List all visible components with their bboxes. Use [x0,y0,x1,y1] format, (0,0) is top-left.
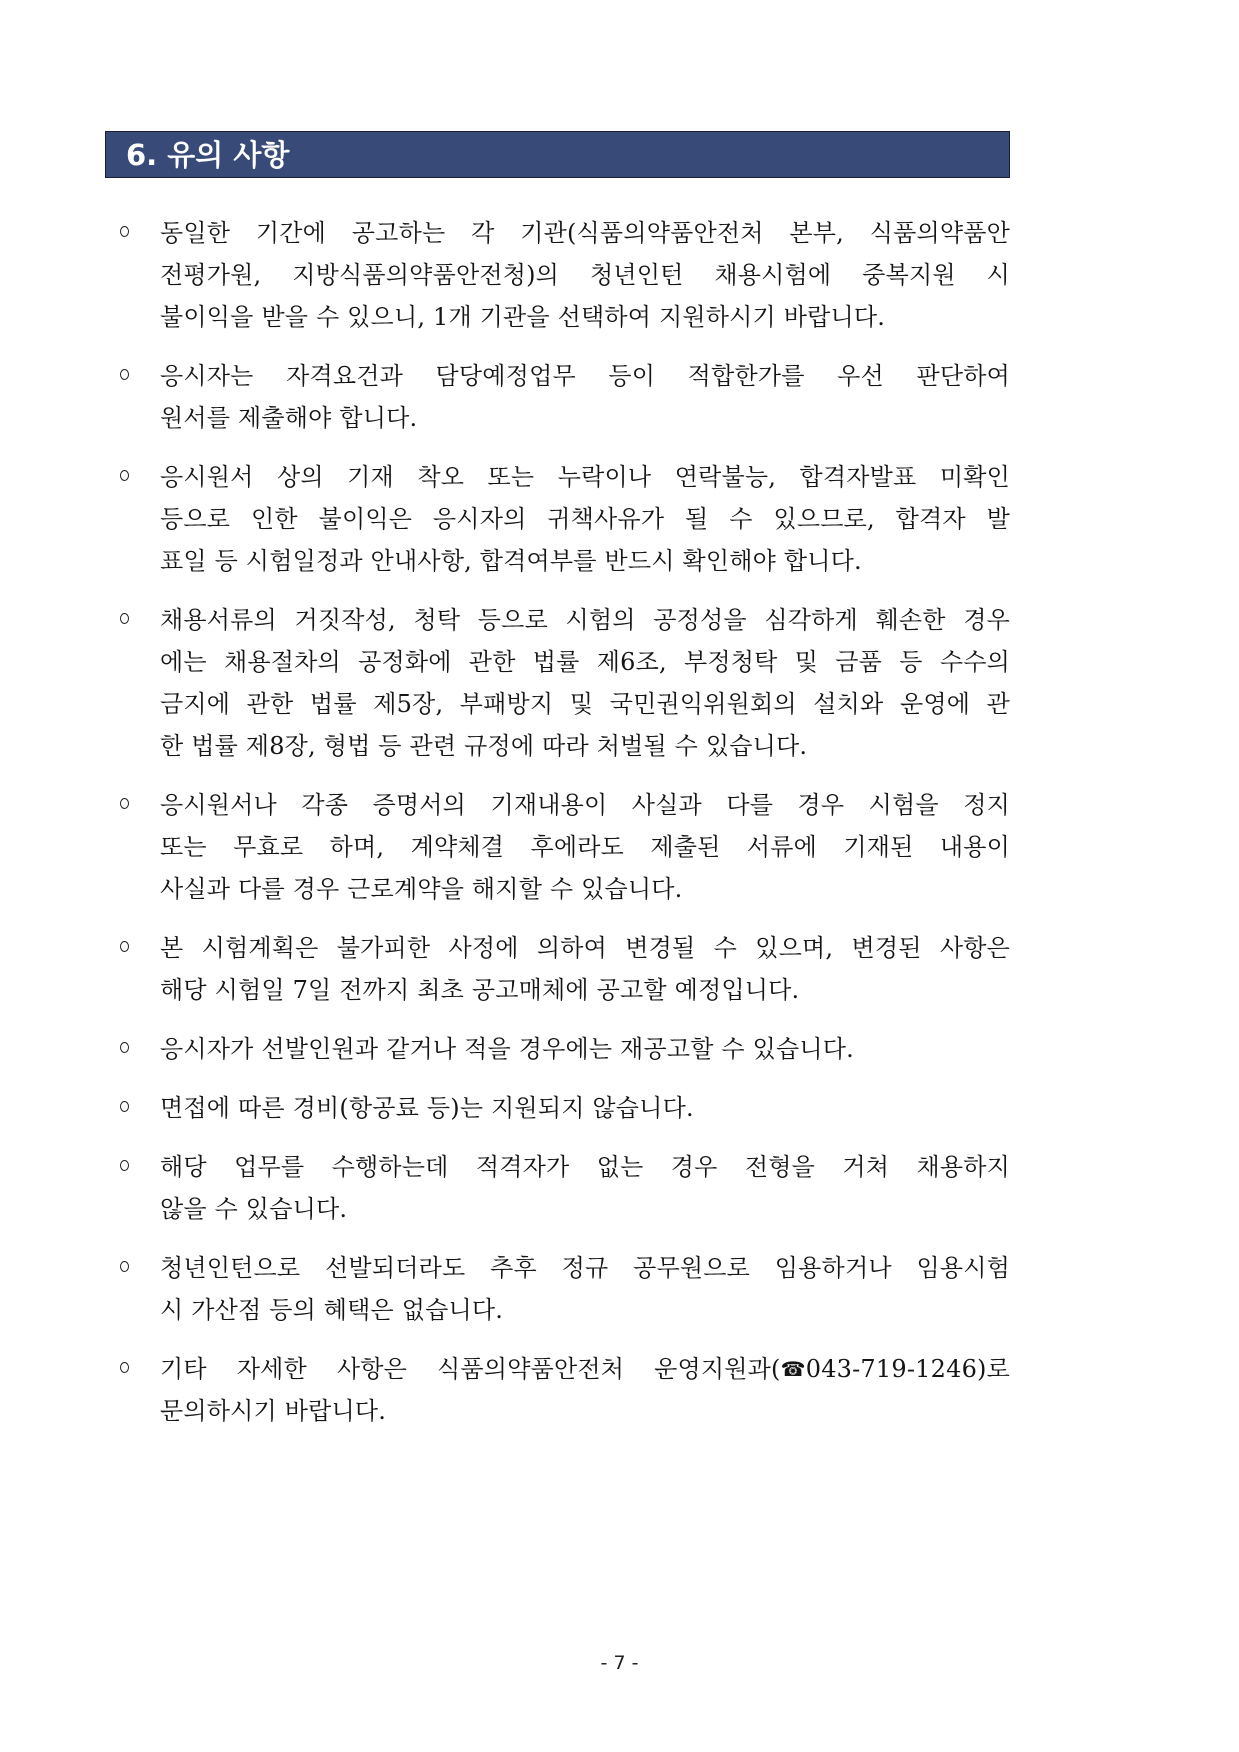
section-header-bar [105,131,1010,178]
list-item [118,212,1010,338]
item-line: 응시자는 자격요건과 담당예정업무 등이 적합한가를 우선 판단하여 [160,362,1010,390]
section-title: 6. 유의 사항 [126,138,290,172]
item-line: 문의하시기 바랍니다. [160,1397,387,1425]
telephone-icon: ☎ [780,1357,806,1381]
item-line: 또는 무효로 하며, 계약체결 후에라도 제출된 서류에 기재된 내용이 [160,833,1010,861]
item-line: 응시원서 상의 기재 착오 또는 누락이나 연락불능, 합격자발표 미확인 [160,463,1010,491]
item-line: 불이익을 받을 수 있으니, 1개 기관을 선택하여 지원하시기 바랍니다. [160,303,886,331]
item-line: 사실과 다를 경우 근로계약을 해지할 수 있습니다. [160,875,683,903]
item-line: 원서를 제출해야 합니다. [160,404,418,432]
item-line: 금지에 관한 법률 제5장, 부패방지 및 국민권익위원회의 설치와 운영에 관 [160,690,1010,718]
item-line [160,1348,1010,1390]
list-item [118,599,1010,767]
list-item [118,784,1010,910]
contact-phone-number: 043-719-1246 [805,1355,978,1383]
list-item [118,355,1010,439]
bullet-circle-icon [120,1160,129,1171]
list-item [118,456,1010,582]
item-line: 해당 시험일 7일 전까지 최초 공고매체에 공고할 예정입니다. [160,976,800,1004]
bullet-circle-icon [120,369,129,380]
item-line: 시 가산점 등의 혜택은 없습니다. [160,1296,504,1324]
bullet-circle-icon [120,1042,129,1053]
list-item [118,1028,1010,1070]
contact-text: 기타 자세한 사항은 식품의약품안전처 운영지원과( [160,1355,781,1383]
bullet-circle-icon [120,1101,129,1112]
bullet-circle-icon [120,798,129,809]
item-line: 전평가원, 지방식품의약품안전청)의 청년인턴 채용시험에 중복지원 시 [160,261,1010,289]
bullet-circle-icon [120,613,129,624]
item-line: 표일 등 시험일정과 안내사항, 합격여부를 반드시 확인해야 합니다. [160,547,862,575]
item-line: 청년인턴으로 선발되더라도 추후 정규 공무원으로 임용하거나 임용시험 [160,1254,1010,1282]
item-line: 한 법률 제8장, 형법 등 관련 규정에 따라 처벌될 수 있습니다. [160,732,808,760]
list-item [118,1146,1010,1230]
item-line: 에는 채용절차의 공정화에 관한 법률 제6조, 부정청탁 및 금품 등 수수의 [160,648,1010,676]
item-line: 동일한 기간에 공고하는 각 기관(식품의약품안전처 본부, 식품의약품안 [160,219,1010,247]
list-item-contact [118,1348,1010,1432]
item-line: 응시자가 선발인원과 같거나 적을 경우에는 재공고할 수 있습니다. [160,1035,854,1063]
bullet-circle-icon [120,226,129,237]
item-line: 등으로 인한 불이익은 응시자의 귀책사유가 될 수 있으므로, 합격자 발 [160,505,1010,533]
list-item [118,1247,1010,1331]
bullet-circle-icon [120,1261,129,1272]
item-line: 해당 업무를 수행하는데 적격자가 없는 경우 전형을 거쳐 채용하지 [160,1153,1010,1181]
bullet-circle-icon [120,470,129,481]
list-item [118,927,1010,1011]
list-item [118,1087,1010,1129]
item-line: 응시원서나 각종 증명서의 기재내용이 사실과 다를 경우 시험을 정지 [160,791,1010,819]
item-line: 않을 수 있습니다. [160,1195,348,1223]
contact-text-suffix: )로 [977,1355,1010,1383]
item-line: 본 시험계획은 불가피한 사정에 의하여 변경될 수 있으며, 변경된 사항은 [160,934,1010,962]
item-line: 면접에 따른 경비(항공료 등)는 지원되지 않습니다. [160,1094,694,1122]
notice-list [118,212,1010,1449]
bullet-circle-icon [120,941,129,952]
item-line: 채용서류의 거짓작성, 청탁 등으로 시험의 공정성을 심각하게 훼손한 경우 [160,606,1010,634]
page-number: - 7 - [600,1652,639,1674]
bullet-circle-icon [120,1362,129,1373]
